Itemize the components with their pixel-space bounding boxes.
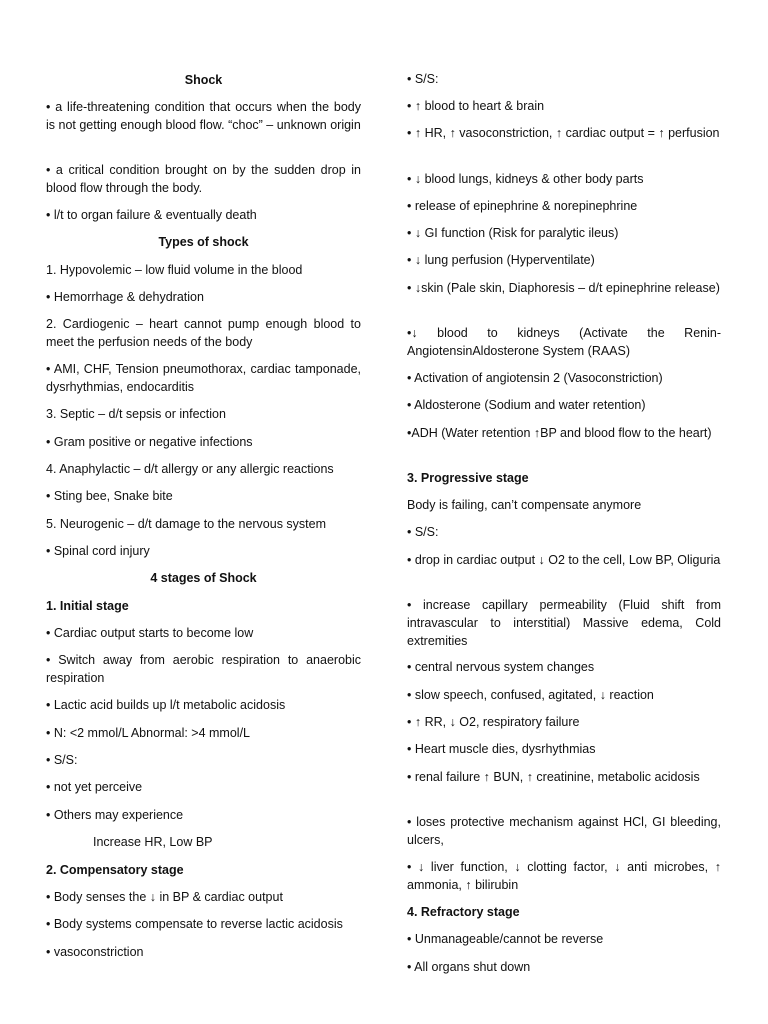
stage-1-item: • Cardiac output starts to become low <box>46 626 254 640</box>
type-septic: 3. Septic – d/t sepsis or infection <box>46 407 226 421</box>
stage-3-item: • slow speech, confused, agitated, ↓ reaction <box>407 688 654 702</box>
stage-2-item: • vasoconstriction <box>46 945 144 959</box>
stage-3-item: • ↓ liver function, ↓ clotting factor, ↓ anti microbes, ↑ ammonia, ↑ bilirubin <box>407 860 721 892</box>
stage-2-item: •↓ blood to kidneys (Activate the Renin-AngiotensinAldosterone System (RAAS) <box>407 326 721 358</box>
type-cardiogenic: 2. Cardiogenic – heart cannot pump enough blood to meet the perfusion needs of the body <box>46 317 361 349</box>
stage-2-item: • ↓ GI function (Risk for paralytic ileus) <box>407 226 619 240</box>
stage-1-item: • Lactic acid builds up l/t metabolic acidosis <box>46 698 286 712</box>
type-cardiogenic-causes: • AMI, CHF, Tension pneumothorax, cardiac tamponade, dysrhythmias, endocarditis <box>46 362 361 394</box>
stage-3-item: • renal failure ↑ BUN, ↑ creatinine, metabolic acidosis <box>407 770 700 784</box>
type-hypovolemic-causes: • Hemorrhage & dehydration <box>46 290 204 304</box>
definition-bullet-3: • l/t to organ failure & eventually death <box>46 208 257 222</box>
stage-3-item: • ↑ RR, ↓ O2, respiratory failure <box>407 715 580 729</box>
type-anaphylactic-causes: • Sting bee, Snake bite <box>46 489 173 503</box>
stage-3-item: • central nervous system changes <box>407 660 595 674</box>
stage-3-item: • loses protective mechanism against HCl, GI bleeding, ulcers, <box>407 815 721 847</box>
stage-2-item: • S/S: <box>407 72 439 86</box>
stage-3-item: Body is failing, can’t compensate anymore <box>407 498 642 512</box>
stage-2-item: • ↓ lung perfusion (Hyperventilate) <box>407 253 595 267</box>
type-septic-causes: • Gram positive or negative infections <box>46 435 253 449</box>
stage-2-item: •ADH (Water retention ↑BP and blood flow to the heart) <box>407 426 712 440</box>
definition-bullet-1: • a life-threatening condition that occurs when the body is not getting enough blood flow. “choc” – unknown origin <box>46 100 361 132</box>
stages-heading: 4 stages of Shock <box>150 571 257 585</box>
stage-2-heading: 2. Compensatory stage <box>46 863 184 877</box>
stage-2-item: • Activation of angiotensin 2 (Vasoconstriction) <box>407 371 663 385</box>
type-hypovolemic: 1. Hypovolemic – low fluid volume in the blood <box>46 263 303 277</box>
stage-2-item: • ↓skin (Pale skin, Diaphoresis – d/t epinephrine release) <box>407 281 720 295</box>
type-neurogenic-causes: • Spinal cord injury <box>46 544 150 558</box>
stage-1-item: • Others may experience <box>46 808 184 822</box>
types-heading: Types of shock <box>158 235 249 249</box>
document-title: Shock <box>184 73 223 87</box>
definition-bullet-2: • a critical condition brought on by the sudden drop in blood flow through the body. <box>46 163 361 195</box>
stage-1-item: • S/S: <box>46 753 78 767</box>
stage-1-item: • Switch away from aerobic respiration to anaerobic respiration <box>46 653 361 685</box>
stage-3-heading: 3. Progressive stage <box>407 471 529 485</box>
stage-1-heading: 1. Initial stage <box>46 599 129 613</box>
stage-2-item: • Aldosterone (Sodium and water retention) <box>407 398 646 412</box>
stage-2-item: • ↑ blood to heart & brain <box>407 99 545 113</box>
stage-2-item: • Body systems compensate to reverse lactic acidosis <box>46 917 343 931</box>
stage-1-item: • N: <2 mmol/L Abnormal: >4 mmol/L <box>46 726 250 740</box>
stage-4-heading: 4. Refractory stage <box>407 905 520 919</box>
stage-2-item: • ↓ blood lungs, kidneys & other body parts <box>407 172 644 186</box>
stage-4-item: • All organs shut down <box>407 960 531 974</box>
stage-2-item: • Body senses the ↓ in BP & cardiac output <box>46 890 283 904</box>
stage-3-item: • Heart muscle dies, dysrhythmias <box>407 742 596 756</box>
stage-2-item: • ↑ HR, ↑ vasoconstriction, ↑ cardiac output = ↑ perfusion <box>407 126 720 140</box>
type-neurogenic: 5. Neurogenic – d/t damage to the nervous system <box>46 517 327 531</box>
type-anaphylactic: 4. Anaphylactic – d/t allergy or any allergic reactions <box>46 462 334 476</box>
stage-4-item: • Unmanageable/cannot be reverse <box>407 932 604 946</box>
stage-1-item: Increase HR, Low BP <box>93 835 213 849</box>
stage-1-item: • not yet perceive <box>46 780 143 794</box>
stage-2-item: • release of epinephrine & norepinephrine <box>407 199 638 213</box>
stage-3-item: • drop in cardiac output ↓ O2 to the cell, Low BP, Oliguria <box>407 553 721 567</box>
stage-3-item: • S/S: <box>407 525 439 539</box>
stage-3-item: • increase capillary permeability (Fluid shift from intravascular to interstitial) Massive edema, Cold extremities <box>407 598 721 648</box>
